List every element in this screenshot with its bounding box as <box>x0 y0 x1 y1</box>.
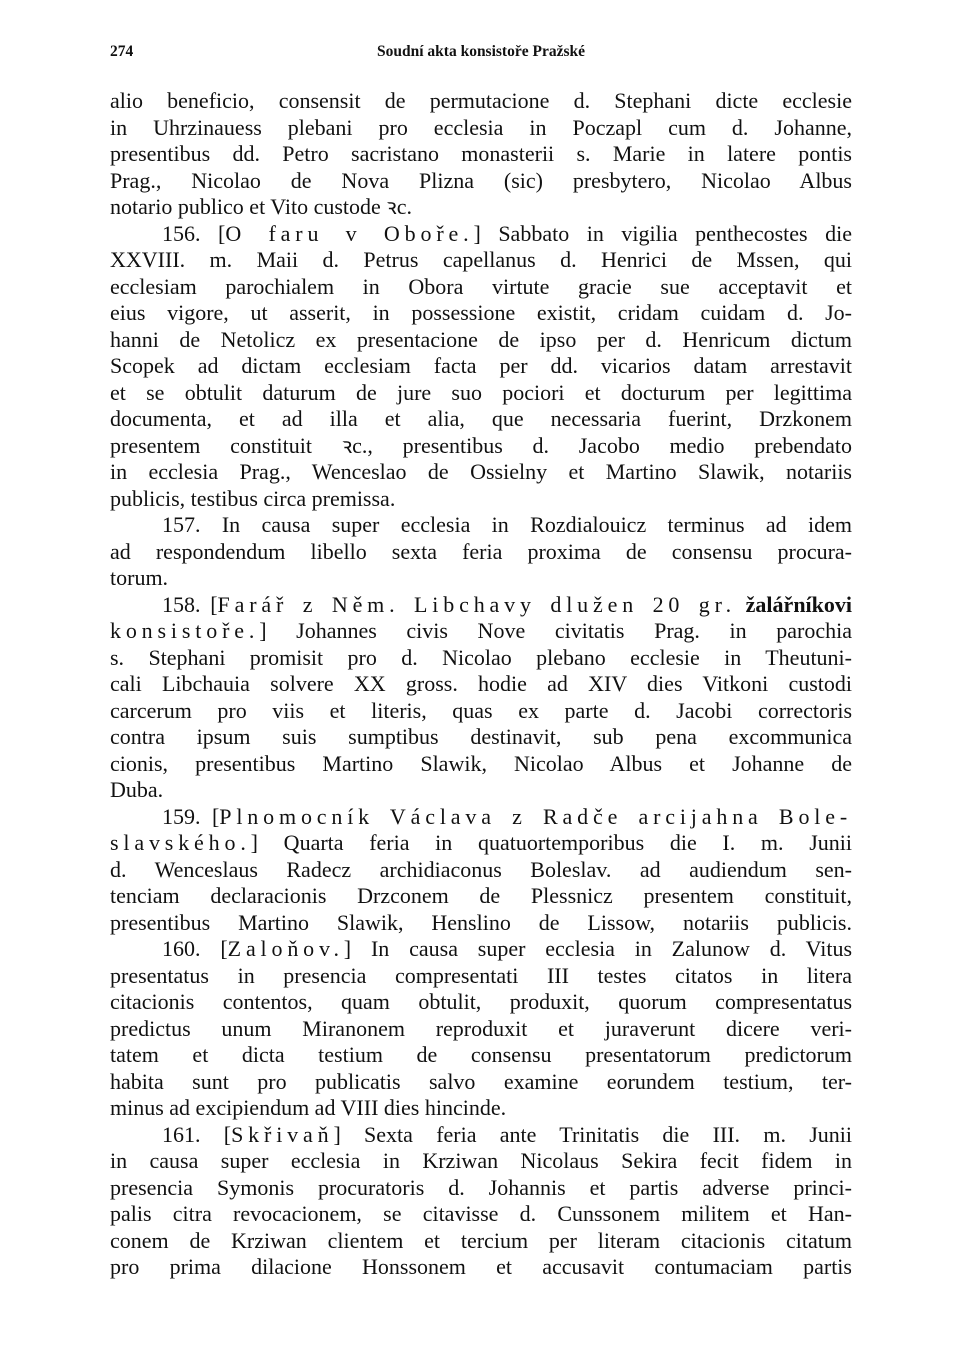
text-line: pro prima dilacione Honssonem et accusavit contumaciam partis <box>110 1254 852 1279</box>
body-text <box>110 88 852 1281</box>
text-line: Scopek ad dictam ecclesiam facta per dd. vicarios datam arrestavit <box>110 353 852 378</box>
text-line: XXVIII. m. Maii d. Petrus capellanus d. Henrici de Mssen, qui <box>110 247 852 272</box>
text-line <box>110 830 852 857</box>
text-line <box>110 592 852 619</box>
spaced-heading-text: Zaloňov. <box>227 936 344 961</box>
running-title: Soudní akta konsistoře Pražské <box>377 43 585 60</box>
text-line: ecclesiam parochialem in Obora virtute gracie sue acceptavit et <box>110 273 852 299</box>
text-line: tatem et dicta testium de consensu presentatorum predictorum <box>110 1042 852 1067</box>
text-line: presentatus in presencia compresentati III testes citatos in litera <box>110 962 852 988</box>
text-line: hanni de Netolicz ex presentacione de ipso per d. Henricum dictum <box>110 326 852 352</box>
line-segment: 161. [ <box>162 1121 232 1147</box>
text-line <box>110 618 852 645</box>
line-segment: 160. [ <box>162 936 228 961</box>
text-line: presentibus Martino Slawik, Henslino de Lissow, notariis publicis. <box>110 909 852 935</box>
text-line: habita sunt pro publicatis salvo examine eorundem testium, ter- <box>110 1068 852 1094</box>
text-line: contra ipsum suis sumptibus destinavit, sub pena excommunica <box>110 724 852 749</box>
line-segment: ] Sabbato in vigilia penthecostes die <box>473 220 853 246</box>
text-line: 157. In causa super ecclesia in Rozdialouicz terminus ad idem <box>162 512 852 537</box>
text-line: tenciam declaracionis Drzconem de Plessnicz presentem constituit, <box>110 883 852 908</box>
text-line: documenta, et ad illa et alia, que necessaria fuerint, Drzkonem <box>110 406 852 431</box>
line-segment: 156. [ <box>162 220 226 246</box>
spaced-heading-text: slavského. <box>110 830 251 855</box>
text-line: presentem constituit ꝛc., presentibus d. Jacobo medio prebendato <box>110 432 852 458</box>
text-line: d. Wenceslaus Radecz archidiaconus Boleslav. ad audiendum sen- <box>110 856 852 882</box>
text-line: eius vigore, ut asserit, in possessione existit, cridam cuidam d. Jo- <box>110 300 852 325</box>
line-segment: žalářníkovi <box>745 591 853 617</box>
text-line <box>110 221 852 248</box>
text-line: in causa super ecclesia in Krziwan Nicolaus Sekira fecit fidem in <box>110 1148 852 1173</box>
spaced-heading-text: Farář z Něm. Libchavy dlužen 20 gr. <box>217 591 736 617</box>
text-line: conem de Krziwan clientem et tercium per literam citacionis citatum <box>110 1227 852 1253</box>
spaced-heading-text: konsistoře. <box>110 618 260 643</box>
line-segment: ] In causa super ecclesia in Zalunow d. Vitus <box>343 936 853 961</box>
text-line: cionis, presentibus Martino Slawik, Nicolao Albus et Johanne de <box>110 750 852 776</box>
text-line: presentibus dd. Petro sacristano monasterii s. Marie in latere pontis <box>110 141 852 166</box>
text-line: in ecclesia Prag., Wenceslao de Ossielny et Martino Slawik, notariis <box>110 459 852 484</box>
text-line: publicis, testibus circa premissa. <box>110 485 396 511</box>
text-line: carcerum pro viis et literis, quas ex parte d. Jacobi correctoris <box>110 697 852 723</box>
running-header <box>110 40 852 64</box>
text-line <box>110 804 852 831</box>
text-line: palis citra revocacionem, se citavisse d. Cunssonem militem et Han- <box>110 1201 852 1226</box>
text-line: predictus unum Miranonem reproduxit et juraverunt dicere veri- <box>110 1015 852 1041</box>
line-segment: 159. [ <box>162 803 220 829</box>
page-number: 274 <box>110 43 134 60</box>
line-segment: ] Johannes civis Nove civitatis Prag. in parochia <box>259 618 852 643</box>
text-line: alio beneficio, consensit de permutacione d. Stephani dicte ecclesie <box>110 88 852 113</box>
line-segment: ] Quarta feria in quatuortemporibus die I. m. Junii <box>250 830 852 855</box>
spaced-heading-text: O faru v Oboře. <box>225 220 474 246</box>
spaced-heading-text: Plnomocník Václava z Radče arcijahna Bole- <box>219 803 853 829</box>
text-line: in Uhrzinauess plebani pro ecclesia in Poczapl cum d. Johanne, <box>110 114 852 140</box>
spaced-heading-text: Skřivaň <box>231 1121 334 1147</box>
text-line: torum. <box>110 565 169 590</box>
text-line: cali Libchauia solvere XX gross. hodie ad XIV dies Vitkoni custodi <box>110 671 852 696</box>
text-line: Prag., Nicolao de Nova Plizna (sic) presbytero, Nicolao Albus <box>110 167 852 193</box>
text-line: Duba. <box>110 777 164 802</box>
text-line: s. Stephani promisit pro d. Nicolao plebano ecclesie in Theutuni- <box>110 644 852 670</box>
line-segment: 158. [ <box>162 591 218 617</box>
line-segment <box>736 592 746 617</box>
text-line <box>110 1122 852 1149</box>
text-line <box>110 936 852 963</box>
text-line: ad respondendum libello sexta feria proxima de consensu procura- <box>110 538 852 564</box>
line-segment: ] Sexta feria ante Trinitatis die III. m. Junii <box>333 1121 853 1147</box>
text-line: minus ad excipiendum ad VIII dies hincinde. <box>110 1095 507 1120</box>
text-line: citacionis contentos, quam obtulit, produxit, quorum compresentatus <box>110 989 852 1014</box>
text-line: et se obtulit daturum de jure suo pociori et docturum per legittima <box>110 379 852 405</box>
text-line: presencia Symonis procuratoris d. Johannis et partis adverse princi- <box>110 1174 852 1200</box>
text-line: notario publico et Vito custode ꝛc. <box>110 194 412 219</box>
